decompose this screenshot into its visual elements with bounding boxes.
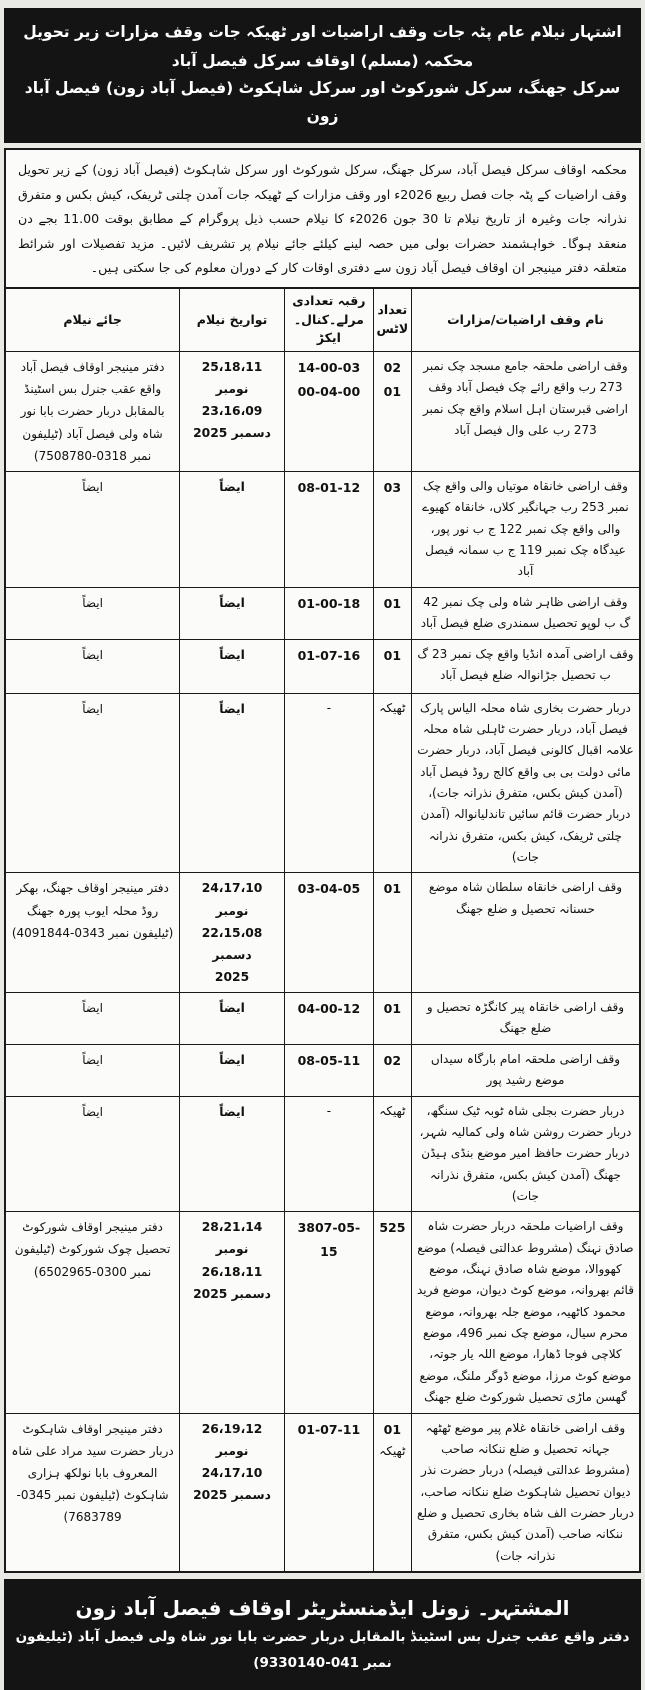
property-name-cell: وقف اراضی خانقاہ موتیاں والی واقع چک نمبر 253 رب جہانگیر کلاں، خانقاہ کھیوے والی واقع چک نمبر 122 ج ب نور پور، عیدگاہ چک نمبر 119 ج ب سمانہ فیصل آباد [411,472,640,588]
area-cell: 03-04-05 [284,873,373,993]
col-header-auction-venue: جائے نیلام [5,288,180,352]
table-row [5,1212,640,1413]
auction-dates-cell: 26،19،12 نومبر 24،17،10 دسمبر 2025 [180,1413,285,1572]
auction-venue-cell: دفتر مینیجر اوقاف فیصل آباد واقع عقب جنرل بس اسٹینڈ بالمقابل دربار حضرت بابا نور شاہ ولی فیصل آباد (ٹیلیفون نمبر 0318-7508780) [5,352,180,472]
auction-dates-cell: ایضاً [180,639,285,693]
lots-count-cell: 01 [373,587,411,639]
area-cell: 14-00-03 00-04-00 [284,352,373,472]
lots-header-line2: لاٹس [376,320,409,336]
property-name-cell: دربار حضرت بجلی شاہ ٹوبہ ٹیک سنگھ، دربار حضرت روشن شاہ ولی کمالیہ شہر، دربار حضرت حافظ امیر موضع بنڈی ہیڈن جھنگ (آمدن کیش بکس، متفرق نذرانہ جات) [411,1096,640,1212]
auction-venue-cell: ایضاً [5,993,180,1045]
area-header-line1: رقبہ تعدادی [292,292,366,308]
property-name-cell: وقف اراضی ملحقہ جامع مسجد چک نمبر 273 رب واقع رائے چک فیصل آباد وقف اراضی قبرستان اہل اسلام واقع چک نمبر 273 رب علی وال فیصل آباد [411,352,640,472]
title-band [4,8,641,143]
auction-dates-cell: ایضاً [180,472,285,588]
property-name-cell: وقف اراضی ظاہر شاہ ولی چک نمبر 42 گ ب لوپو تحصیل سمندری ضلع فیصل آباد [411,587,640,639]
auction-venue-cell: ایضاً [5,1044,180,1096]
table-row [5,639,640,693]
auction-venue-cell: دفتر مینیجر اوقاف جھنگ، بھکر روڈ محلہ ایوب پورہ جھنگ (ٹیلیفون نمبر 0343-4091844) [5,873,180,993]
table-row [5,587,640,639]
lots-count-cell: 03 [373,472,411,588]
col-header-auction-dates: تواریخ نیلام [180,288,285,352]
area-cell: 04-00-12 [284,993,373,1045]
property-name-cell: دربار حضرت بخاری شاہ محلہ الیاس پارک فیصل آباد، دربار حضرت ٹاہلی شاہ محلہ علامہ اقبال کالونی فیصل آباد، دربار حضرت مائی دولت بی بی واقع کالج روڈ فیصل آباد (آمدن کیش بکس، متفرق نذرانہ جات)، دربار حضرت قائم سائیں تاندلیانوالہ (آمدن چلتی ٹریفک، کیش بکس، متفرق نذرانہ جات) [411,693,640,873]
area-cell: 08-01-12 [284,472,373,588]
publisher-line: المشتہر۔ زونل ایڈمنسٹریٹر اوقاف فیصل آباد زون [75,1596,570,1621]
office-address-line: دفتر واقع عقب جنرل بس اسٹینڈ بالمقابل دربار حضرت بابا نور شاہ ولی فیصل آباد (ٹیلیفون نمبر 041-9330140) [15,1629,630,1671]
area-cell: 3807-05-15 [284,1212,373,1413]
auction-dates-cell: ایضاً [180,1096,285,1212]
auction-venue-cell: ایضاً [5,472,180,588]
intro-box [4,148,641,287]
area-cell: 08-05-11 [284,1044,373,1096]
area-cell: - [284,1096,373,1212]
property-name-cell: وقف اراضی آمدہ انڈیا واقع چک نمبر 23 گ ب تحصیل جڑانوالہ ضلع فیصل آباد [411,639,640,693]
advert-page [4,0,641,1690]
table-row [5,1044,640,1096]
lots-count-cell: 02 01 [373,352,411,472]
col-header-lots [373,288,411,352]
lots-count-cell: 525 [373,1212,411,1413]
auction-venue-cell: ایضاً [5,1096,180,1212]
area-cell: 01-07-11 [284,1413,373,1572]
auction-table [4,287,641,1573]
lots-count-cell: ٹھیکہ [373,1096,411,1212]
footer-band [4,1579,641,1690]
table-row [5,873,640,993]
table-row [5,993,640,1045]
auction-dates-cell: 25،18،11 نومبر 23،16،09 دسمبر 2025 [180,352,285,472]
lots-count-cell: 02 [373,1044,411,1096]
lots-count-cell: 01 [373,993,411,1045]
table-row [5,693,640,873]
lots-count-cell: 01 ٹھیکہ [373,1413,411,1572]
area-cell: - [284,693,373,873]
table-row [5,352,640,472]
auction-venue-cell: ایضاً [5,693,180,873]
table-row [5,1413,640,1572]
lots-count-cell: 01 [373,639,411,693]
auction-dates-cell: ایضاً [180,993,285,1045]
lots-count-cell: 01 [373,873,411,993]
table-row [5,1096,640,1212]
auction-venue-cell: ایضاً [5,587,180,639]
property-name-cell: وقف اراضی خانقاہ غلام پیر موضع ٹھٹھہ جہانہ تحصیل و ضلع ننکانہ صاحب (مشروط عدالتی فیصلہ) دربار حضرت نذر دیوان تحصیل شاہکوٹ ضلع ننکانہ صاحب، دربار حضرت الف شاہ بخاری تحصیل و ضلع ننکانہ صاحب (آمدن کیش بکس، متفرق نذرانہ جات) [411,1413,640,1572]
advert-title-line1: اشتہار نیلام عام پٹہ جات وقف اراضیات اور ٹھیکہ جات وقف مزارات زیر تحویل محکمہ (مسلم) اوقاف سرکل فیصل آباد [23,23,622,70]
intro-paragraph: محکمہ اوقاف سرکل فیصل آباد، سرکل جھنگ، سرکل شورکوٹ اور سرکل شاہکوٹ (فیصل آباد زون) کے زیر تحویل وقف اراضیات کے پٹہ جات فصل ربیع 2026ء اور وقف مزارات کے ٹھیکہ جات آمدن چلتی ٹریفک، کیش بکس و متفرق نذرانہ جات وغیرہ از تاریخ نیلام تا 30 جون 2026ء کا نیلام حسب ذیل پروگرام کے مطابق بوقت 11.00 بجے دن منعقد ہوگا۔ خواہشمند حضرات بولی میں حصہ لینے کیلئے جائے نیلام پر تشریف لائیں۔ مزید تفصیلات اور شرائط متعلقہ دفتر مینیجر ان اوقاف فیصل آباد زون سے دفتری اوقات کار کے دوران معلوم کی جا سکتی ہیں۔ [18,162,627,276]
property-name-cell: وقف اراضی خانقاہ پیر کانگڑہ تحصیل و ضلع جھنگ [411,993,640,1045]
advert-title-line2: سرکل جھنگ، سرکل شورکوٹ اور سرکل شاہکوٹ (فیصل آباد زون) فیصل آباد زون [24,79,621,126]
auction-venue-cell: دفتر مینیجر اوقاف شورکوٹ تحصیل چوک شورکوٹ (ٹیلیفون نمبر 0300-6502965) [5,1212,180,1413]
lots-count-cell: ٹھیکہ [373,693,411,873]
table-row [5,472,640,588]
area-cell: 01-00-18 [284,587,373,639]
auction-dates-cell: ایضاً [180,693,285,873]
table-header-row [5,288,640,352]
auction-venue-cell: ایضاً [5,639,180,693]
auction-dates-cell: 28،21،14 نومبر 26،18،11 دسمبر 2025 [180,1212,285,1413]
auction-dates-cell: ایضاً [180,1044,285,1096]
property-name-cell: وقف اراضی ملحقہ امام بارگاہ سیداں موضع رشید پور [411,1044,640,1096]
auction-dates-cell: 24،17،10 نومبر 22،15،08 دسمبر 2025 [180,873,285,993]
property-name-cell: وقف اراضیات ملحقہ دربار حضرت شاہ صادق نہنگ (مشروط عدالتی فیصلہ) موضع کھووالا، موضع شاہ صادق نہنگ، موضع قائم بھروانہ، موضع کوٹ دیوان، موضع فرید محمود کاٹھیہ، موضع جلہ بھروانہ، موضع محرم سیال، موضع چک نمبر 496، موضع کلاچی فوجا ڈھارا، موضع اللہ یار جوتہ، موضع کوٹ مرزا، موضع ڈوگر ملنگ، موضع گھسن ماڑی تحصیل شورکوٹ ضلع جھنگ [411,1212,640,1413]
auction-dates-cell: ایضاً [180,587,285,639]
col-header-property-name: نام وقف اراضیات/مزارات [411,288,640,352]
area-cell: 01-07-16 [284,639,373,693]
auction-venue-cell: دفتر مینیجر اوقاف شاہکوٹ دربار حضرت سید مراد علی شاہ المعروف بابا نولکھ ہزاری شاہکوٹ (ٹیلیفون نمبر 0345-7683789) [5,1413,180,1572]
property-name-cell: وقف اراضی خانقاہ سلطان شاہ موضع حسنانہ تحصیل و ضلع جھنگ [411,873,640,993]
col-header-area [284,288,373,352]
lots-header-line1: تعداد [377,302,408,318]
area-header-line2: مرلے۔کنال۔ایکڑ [293,311,364,346]
